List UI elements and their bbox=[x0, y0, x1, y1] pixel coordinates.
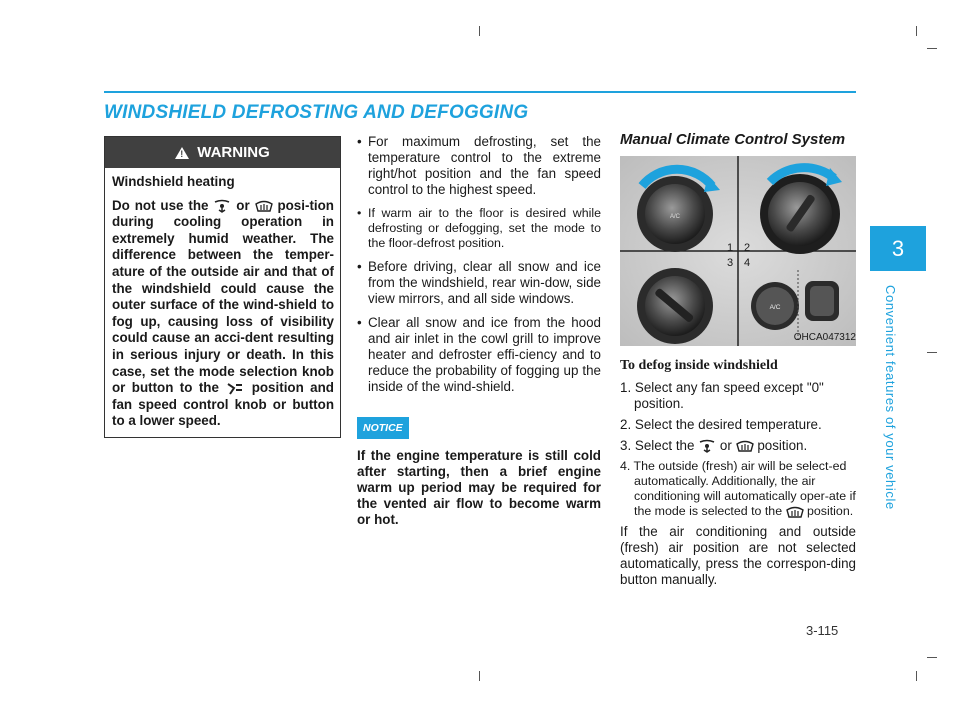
warning-text-part: posi-tion during cooling operation in extremely humid weather. The difference between the temper-ature of the outside air and that of the windshield could cause the outer surface of the wind-shield to fog up, causing loss of visibility could cause an acci-dent resulting in serious injury or death. In this case, set the mode selection knob or button to the bbox=[112, 197, 334, 396]
figure-label-2: 2 bbox=[744, 242, 751, 254]
step-text: or bbox=[719, 438, 732, 453]
defrost-icon bbox=[786, 505, 804, 519]
manual-note: If the air conditioning and outside (fresh) air position are not selected automatically, press the correspon-ding button manually. bbox=[620, 524, 856, 587]
warning-text bbox=[112, 198, 334, 430]
crop-mark bbox=[927, 352, 937, 353]
crop-mark bbox=[479, 671, 480, 681]
chapter-number: 3 bbox=[891, 235, 905, 261]
header-rule bbox=[104, 91, 856, 93]
warning-triangle-icon: ! bbox=[175, 147, 189, 159]
floor-defrost-icon bbox=[698, 439, 716, 453]
chapter-title: Convenient features of your vehicle bbox=[883, 285, 898, 510]
figure-label-3: 3 bbox=[727, 257, 734, 269]
tips-list bbox=[357, 134, 601, 395]
warning-subtitle: Windshield heating bbox=[112, 174, 235, 189]
climate-control-figure bbox=[620, 156, 856, 346]
defrost-icon bbox=[736, 439, 754, 453]
list-item bbox=[620, 438, 856, 454]
warning-text-part: Do not use the bbox=[112, 197, 209, 213]
chapter-tab bbox=[870, 226, 926, 271]
climate-control-illustration bbox=[620, 156, 856, 346]
list-item: • Before driving, clear all snow and ice from the windshield, rear win-dow, side view mirrors, and all side windows. bbox=[357, 259, 601, 307]
step-text: 4. The outside (fresh) air will be select-ed automatically. Additionally, the air conditioning will automatically oper-ate if the mode is selected to the bbox=[620, 459, 856, 518]
step-text: 3. Select the bbox=[620, 438, 695, 453]
warning-text-part: position and fan speed control knob or button to a lower speed. bbox=[112, 380, 334, 429]
crop-mark bbox=[927, 657, 937, 658]
page-title: WINDSHIELD DEFROSTING AND DEFOGGING bbox=[104, 102, 529, 123]
crop-mark bbox=[479, 26, 480, 36]
figure-label-4: 4 bbox=[744, 257, 751, 269]
crop-mark bbox=[916, 671, 917, 681]
list-item: • For maximum defrosting, set the temperature control to the extreme right/hot position and the fan speed control to the highest speed. bbox=[357, 134, 601, 198]
list-item: 2. Select the desired temperature. bbox=[620, 417, 822, 432]
svg-text:A/C: A/C bbox=[669, 214, 681, 220]
right-column bbox=[620, 132, 856, 588]
warning-box bbox=[104, 136, 341, 438]
crop-mark bbox=[927, 48, 937, 49]
list-item: • If warm air to the floor is desired while defrosting or defogging, set the mode to the floor-defrost position. bbox=[357, 206, 601, 251]
section-heading: Manual Climate Control System bbox=[620, 131, 846, 148]
notice-text: If the engine temperature is still cold after starting, then a brief engine warm up period may be required for the vented air flow to become warm or hot. bbox=[357, 448, 601, 527]
figure-label-1: 1 bbox=[727, 242, 734, 254]
svg-text:A/C: A/C bbox=[769, 304, 781, 311]
step-text: position. bbox=[757, 438, 808, 453]
middle-column bbox=[357, 134, 601, 528]
list-item: • Clear all snow and ice from the hood and air inlet in the cowl grill to improve heater and defroster effi-ciency and to reduce the probability of fogging up the inside of the wind-shield. bbox=[357, 315, 601, 395]
figure-code: OHCA047312 bbox=[793, 332, 856, 343]
floor-defrost-icon bbox=[225, 382, 245, 396]
notice-badge: NOTICE bbox=[357, 417, 409, 439]
defog-steps bbox=[620, 380, 856, 519]
floor-defrost-icon bbox=[213, 199, 231, 213]
defog-heading: To defog inside windshield bbox=[620, 358, 778, 373]
step-text: position. bbox=[807, 504, 854, 518]
defrost-icon bbox=[255, 199, 273, 213]
crop-mark bbox=[916, 26, 917, 36]
warning-text-part: or bbox=[236, 197, 250, 213]
warning-heading: WARNING bbox=[197, 144, 270, 161]
page-number: 3-115 bbox=[806, 623, 839, 638]
list-item: 1. Select any fan speed except "0" position. bbox=[620, 380, 824, 411]
list-item bbox=[620, 459, 856, 519]
warning-body bbox=[105, 168, 340, 430]
warning-header bbox=[105, 137, 340, 168]
